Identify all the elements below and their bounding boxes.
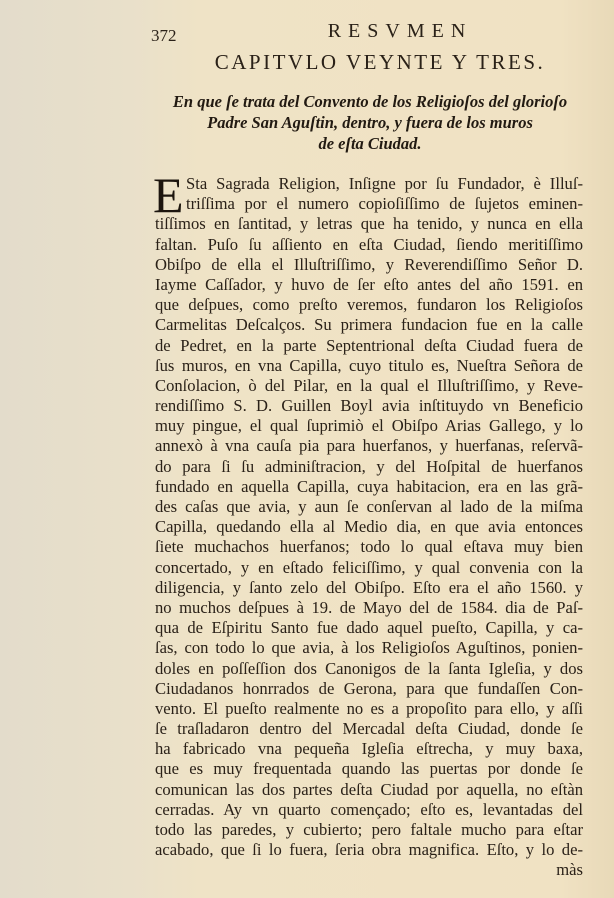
chapter-summary-line: En que ſe trata del Convento de los Religioſos del glorioſo bbox=[172, 92, 568, 111]
chapter-summary-line: Padre San Aguſtin, dentro, y fuera de los muros bbox=[207, 113, 533, 132]
text-line: no muchos deſpues à 19. de Mayo del de 1584. dia de Paſ- bbox=[155, 597, 583, 617]
text-line: triſſima por el numero copioſiſſimo de ſujetos eminen- bbox=[186, 194, 583, 214]
running-head: RESVMEN bbox=[327, 20, 473, 42]
text-line: fundado en aquella Capilla, cuya habitacion, era en las grã- bbox=[155, 476, 583, 496]
text-line: Capilla, quedando ella al Medio dia, en que avia entonces bbox=[155, 517, 583, 537]
text-line: diligencia, y ſanto zelo del Obiſpo. Eſto era el año 1560. y bbox=[155, 577, 583, 597]
chapter-summary-line: de eſta Ciudad. bbox=[318, 134, 422, 153]
page-number: 372 bbox=[151, 26, 177, 45]
text-line: qua de Eſpiritu Santo fue dado aquel pueſto, Capilla, y ca- bbox=[155, 618, 583, 638]
text-line: des caſas que avia, y aun ſe conſervan al lado de la miſma bbox=[155, 497, 583, 516]
text-line: Carmelitas Deſcalços. Su primera fundacion fue en la calle bbox=[155, 315, 583, 335]
text-line: comunican las dos partes deſta Ciudad por aquella, no eſtàn bbox=[155, 779, 583, 799]
text-line: que deſpues, como preſto veremos, fundaron los Religioſos bbox=[155, 295, 583, 315]
text-line: ſiete muchachos huerfanos; todo lo qual eſtava muy bien bbox=[155, 537, 583, 557]
text-line: acabado, que ſi lo fuera, ſeria obra magnifica. Eſto, y lo de- bbox=[155, 840, 583, 860]
text-line: Obiſpo de ella el Illuſtriſſimo, y Reverendiſſimo Señor D. bbox=[155, 254, 583, 274]
text-line: ſas, con todo lo que avia, à los Religioſos Aguſtinos, ponien- bbox=[155, 638, 583, 658]
text-line: faltan. Puſo ſu aſſiento en eſta Ciudad, ſiendo meritiſſimo bbox=[155, 234, 583, 254]
text-line: Sta Sagrada Religion, Inſigne por ſu Fundador, è Illuſ- bbox=[186, 174, 583, 193]
text-line: todo las paredes, y cubierto; pero faltale mucho para eſtar bbox=[155, 820, 583, 839]
text-line: concertado, y en eſtado feliciſſimo, y qual convenia con la bbox=[155, 557, 583, 577]
drop-cap: E bbox=[153, 167, 184, 223]
text-line: ſe traſladaron dentro del Mercadal deſta Ciudad, donde ſe bbox=[155, 719, 583, 739]
text-line: annexò à vna cauſa pia para huerfanos, y huerfanas, reſervã- bbox=[155, 436, 583, 456]
text-line: vento. El pueſto realmente no es a propoſito para ello, y aſſi bbox=[155, 698, 583, 718]
text-line: muy pingue, el qual ſuprimiò el Obiſpo Arias Gallego, y lo bbox=[155, 416, 583, 436]
body-text bbox=[153, 167, 583, 881]
chapter-title: CAPITVLO VEYNTE Y TRES. bbox=[214, 50, 546, 74]
text-line: cerradas. Ay vn quarto començado; eſto es, levantadas del bbox=[155, 799, 583, 819]
text-line: Iayme Caſſador, y huvo de ſer eſto antes del año 1591. en bbox=[155, 274, 583, 294]
text-line: Conſolacion, ò del Pilar, en la qual el Illuſtriſſimo, y Reve- bbox=[155, 375, 583, 395]
text-line: màs bbox=[556, 860, 583, 880]
text-line: ſus muros, en vna Capilla, cuyo titulo es, Nueſtra Señora de bbox=[155, 355, 583, 375]
text-line: que es muy frequentada quando las puertas por donde ſe bbox=[155, 759, 583, 779]
text-line: de Pedret, en la parte Septentrional deſta Ciudad fuera de bbox=[155, 335, 583, 355]
text-line: rendiſſimo S. D. Guillen Boyl avia inſtituydo vn Beneficio bbox=[155, 396, 583, 416]
text-line: Ciudadanos honrrados de Gerona, para que fundaſſen Con- bbox=[155, 678, 583, 698]
text-line: tiſſimos en ſantitad, y letras que ha tenido, y nunca en ella bbox=[155, 214, 583, 234]
text-line: ha fabricado vna pequeña Igleſia eſtrecha, y muy baxa, bbox=[155, 739, 583, 759]
text-line: doles en poſſeſſion dos Canonigos de la ſanta Igleſia, y dos bbox=[155, 658, 583, 678]
text-line: do para ſi ſu adminiſtracion, y del Hoſpital de huerfanos bbox=[155, 456, 583, 476]
